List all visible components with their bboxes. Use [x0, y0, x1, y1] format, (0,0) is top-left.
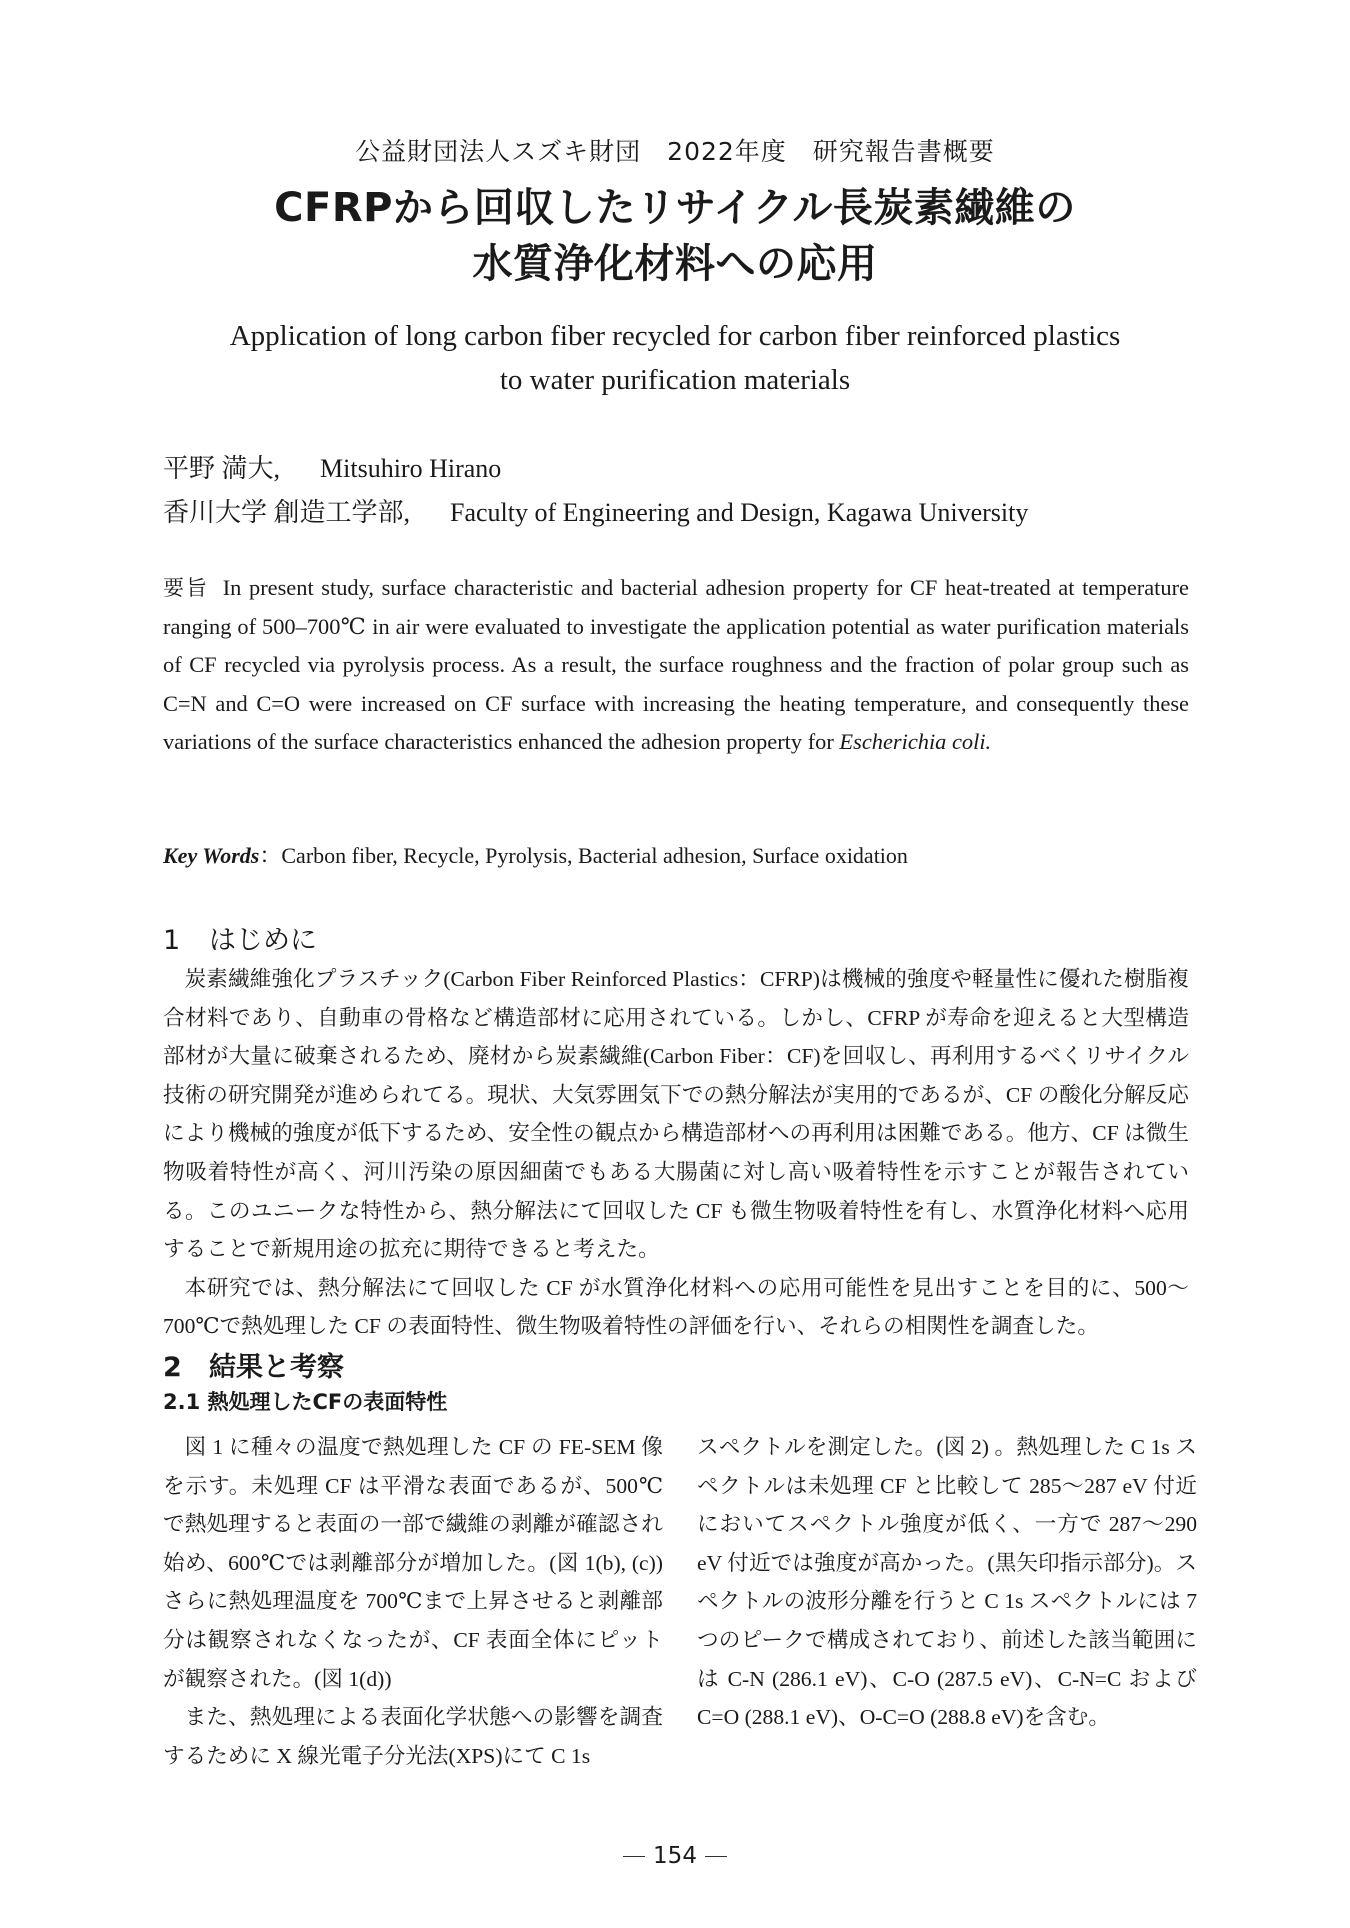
author-name-ja: 平野 満大, — [163, 454, 281, 483]
title-japanese — [0, 180, 1350, 292]
left-column-paragraph-1: 図 1 に種々の温度で熱処理した CF の FE-SEM 像を示す。未処理 CF は平滑な表面であるが、500℃で熱処理すると表面の一部で繊維の剥離が確認され始め、600℃では剥離部分が増加した。(図 1(b), (c)) さらに熱処理温度を 700℃まで上昇させると剥離部分は観察されなくなったが、CF 表面全体にピットが観察された。(図 1(d)) — [163, 1435, 663, 1691]
right-column-paragraph-1: スペクトルを測定した。(図 2) 。熱処理した C 1s スペクトルは未処理 CF と比較して 285～287 eV 付近においてスペクトル強度が低く、一方で 287～290 eV 付近では強度が高かった。(黒矢印指示部分)。スペクトルの波形分離を行うと C 1s スペクトルには 7 つのピークで構成されており、前述した該当範囲には C-N (286.1 eV)、C-O (287.5 eV)、C-N=C および C=O (288.1 eV)、O-C=O (288.8 eV)を含む。 — [697, 1435, 1197, 1730]
title-japanese-line-2: 水質浄化材料への応用 — [472, 241, 878, 287]
abstract-italic-term: Escherichia coli. — [839, 729, 992, 754]
subsection-2-1-title: 熱処理したCFの表面特性 — [207, 1390, 448, 1414]
abstract-label: 要旨 — [163, 576, 210, 600]
author-name-line — [163, 448, 501, 485]
subsection-2-1-number: 2.1 — [163, 1390, 201, 1414]
subsection-2-1-heading — [163, 1386, 447, 1416]
affiliation-en: Faculty of Engineering and Design, Kagawa University — [450, 498, 1029, 527]
section-1-paragraph-2: 本研究では、熱分解法にて回収した CF が水質浄化材料への応用可能性を見出すことを目的に、500～700℃で熱処理した CF の表面特性、微生物吸着特性の評価を行い、それらの相関性を調査した。 — [163, 1275, 1189, 1339]
author-name-en: Mitsuhiro Hirano — [320, 454, 502, 483]
left-column-paragraph-2: また、熱処理による表面化学状態への影響を調査するために X 線光電子分光法(XPS)にて C 1s — [163, 1705, 663, 1768]
title-english-line-1: Application of long carbon fiber recycled for carbon fiber reinforced plastics — [229, 320, 1121, 352]
keywords-label: Key Words — [163, 843, 260, 868]
page-number-value: 154 — [653, 1843, 697, 1869]
left-column — [163, 1428, 663, 1775]
keywords-separator: ： — [259, 843, 282, 868]
affiliation-ja: 香川大学 創造工学部, — [163, 498, 411, 527]
author-affiliation-line — [163, 492, 1028, 529]
abstract — [163, 569, 1189, 762]
title-english-line-2: to water purification materials — [499, 364, 851, 396]
right-column — [697, 1428, 1197, 1737]
keywords-text: Carbon fiber, Recycle, Pyrolysis, Bacterial adhesion, Surface oxidation — [281, 843, 908, 868]
foundation-header: 公益財団法人スズキ財団 2022年度 研究報告書概要 — [355, 137, 995, 166]
section-1-body — [163, 960, 1189, 1346]
section-2-title: 結果と考察 — [209, 1352, 344, 1383]
page-number — [0, 1843, 1350, 1869]
section-2-number: 2 — [163, 1352, 182, 1383]
abstract-text: In present study, surface characteristic and bacterial adhesion property for CF heat-treated at temperature ranging of 500–700℃ in air were evaluated to investigate the application potential as water purification materials of CF recycled via pyrolysis process. As a result, the surface roughness and the fraction of polar group such as C=N and C=O were increased on CF surface with increasing the heating temperature, and consequently these variations of the surface characteristics enhanced the adhesion property for — [163, 575, 1189, 754]
section-2-heading — [163, 1345, 344, 1384]
title-english — [0, 314, 1350, 402]
title-japanese-line-1: CFRPから回収したリサイクル長炭素繊維の — [274, 185, 1076, 231]
page-number-dash-right — [705, 1856, 727, 1857]
section-1-title: はじめに — [209, 925, 317, 956]
page-number-dash-left — [623, 1856, 645, 1857]
section-1-paragraph-1: 炭素繊維強化プラスチック(Carbon Fiber Reinforced Plastics：CFRP)は機械的強度や軽量性に優れた樹脂複合材料であり、自動車の骨格など構造部材に応用されている。しかし、CFRP が寿命を迎えると大型構造部材が大量に破棄されるため、廃材から炭素繊維(Carbon Fiber：CF)を回収し、再利用するべくリサイクル技術の研究開発が進められてる。現状、大気雰囲気下での熱分解法が実用的であるが、CF の酸化分解反応により機械的強度が低下するため、安全性の観点から構造部材への再利用は困難である。他方、CF は微生物吸着特性が高く、河川汚染の原因細菌でもある大腸菌に対し高い吸着特性を示すことが報告されている。このユニークな特性から、熱分解法にて回収した CF も微生物吸着特性を有し、水質浄化材料へ応用することで新規用途の拡充に期待できると考えた。 — [163, 967, 1189, 1262]
section-1-heading — [163, 918, 317, 957]
section-1-number: 1 — [163, 925, 181, 956]
keywords — [163, 839, 908, 870]
